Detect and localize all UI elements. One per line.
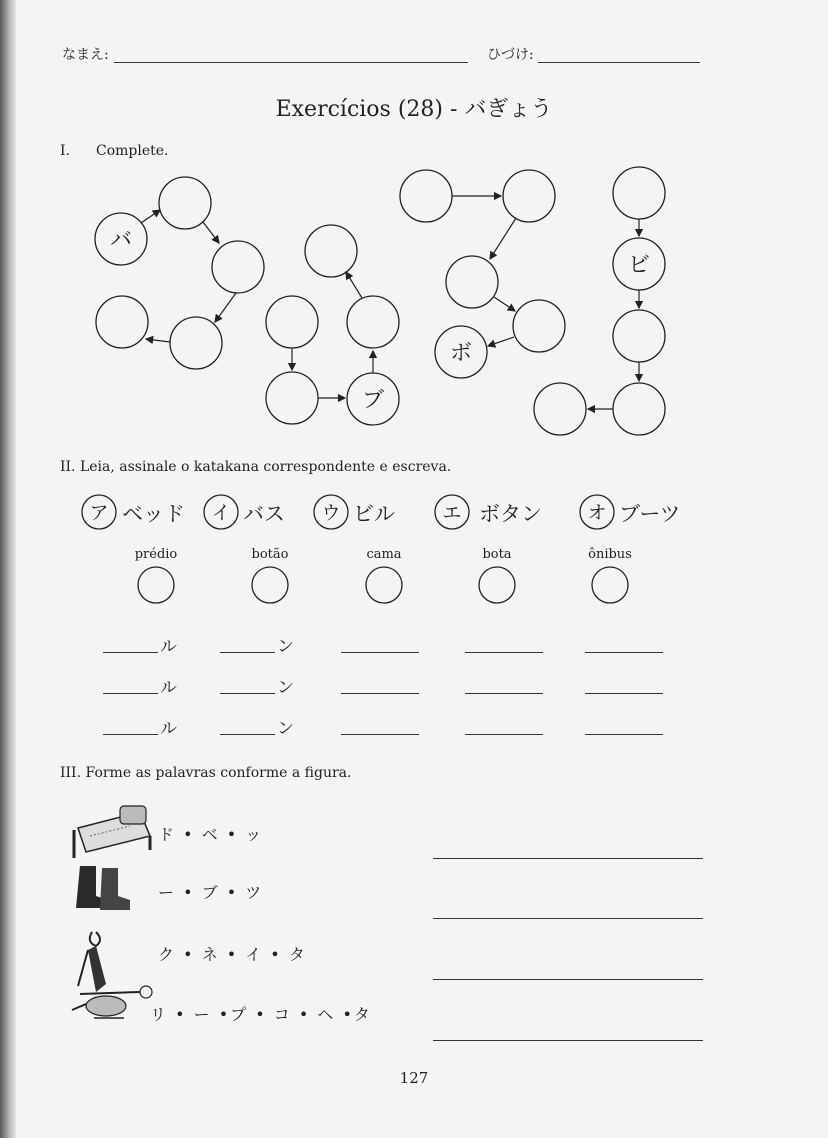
- suffix-kana: ン: [277, 637, 294, 657]
- option-word: ブーツ: [619, 502, 681, 526]
- page-title: Exercícios (28) - バぎょう: [275, 97, 553, 122]
- helicopter-icon: [72, 986, 152, 1018]
- given-kana: ボ: [449, 341, 473, 366]
- meaning-word: cama: [366, 547, 402, 562]
- section1-label: I.: [60, 143, 70, 159]
- suffix-kana: ン: [277, 678, 294, 698]
- given-kana: バ: [109, 228, 133, 253]
- meaning-word: prédio: [134, 547, 178, 562]
- meaning-word: botão: [251, 547, 289, 562]
- given-kana: ビ: [627, 253, 651, 278]
- option-word: ボタン: [479, 502, 542, 526]
- option-letter: エ: [442, 502, 462, 524]
- section3-instruction: III. Forme as palavras conforme a figura.: [60, 765, 352, 781]
- date-label: ひづけ:: [487, 47, 534, 63]
- suffix-kana: ル: [160, 719, 177, 739]
- meaning-word: ônibus: [588, 547, 632, 562]
- name-label: なまえ:: [62, 47, 109, 63]
- suffix-kana: ン: [277, 719, 294, 739]
- option-word: ビル: [353, 502, 395, 526]
- necktie-icon: [78, 932, 106, 992]
- bed-icon: [74, 806, 150, 858]
- syllable-set: ド • ベ • ッ: [158, 825, 264, 844]
- page-number: 127: [399, 1069, 429, 1087]
- section1-instruction: Complete.: [96, 143, 169, 159]
- syllable-set: ク • ネ • イ • タ: [158, 945, 307, 964]
- section2-instruction: II. Leia, assinale o katakana correspondente e escreva.: [60, 459, 452, 475]
- option-letter: イ: [211, 502, 231, 524]
- answer-line[interactable]: [433, 858, 703, 859]
- option-letter: オ: [587, 502, 607, 524]
- option-word: ベッド: [122, 502, 185, 526]
- syllable-set: リ • ー •プ • コ • ヘ •タ: [150, 1005, 372, 1024]
- boots-icon: [76, 866, 130, 910]
- suffix-kana: ル: [160, 637, 177, 657]
- given-kana: ブ: [361, 388, 385, 413]
- suffix-kana: ル: [160, 678, 177, 698]
- syllable-set: ー • ブ • ツ: [158, 883, 264, 902]
- option-word: バス: [243, 502, 285, 526]
- meaning-word: bota: [482, 547, 512, 562]
- answer-line[interactable]: [433, 1040, 703, 1041]
- option-letter: ウ: [321, 502, 341, 524]
- answer-line[interactable]: [433, 918, 703, 919]
- option-letter: ア: [89, 502, 109, 524]
- answer-line[interactable]: [433, 979, 703, 980]
